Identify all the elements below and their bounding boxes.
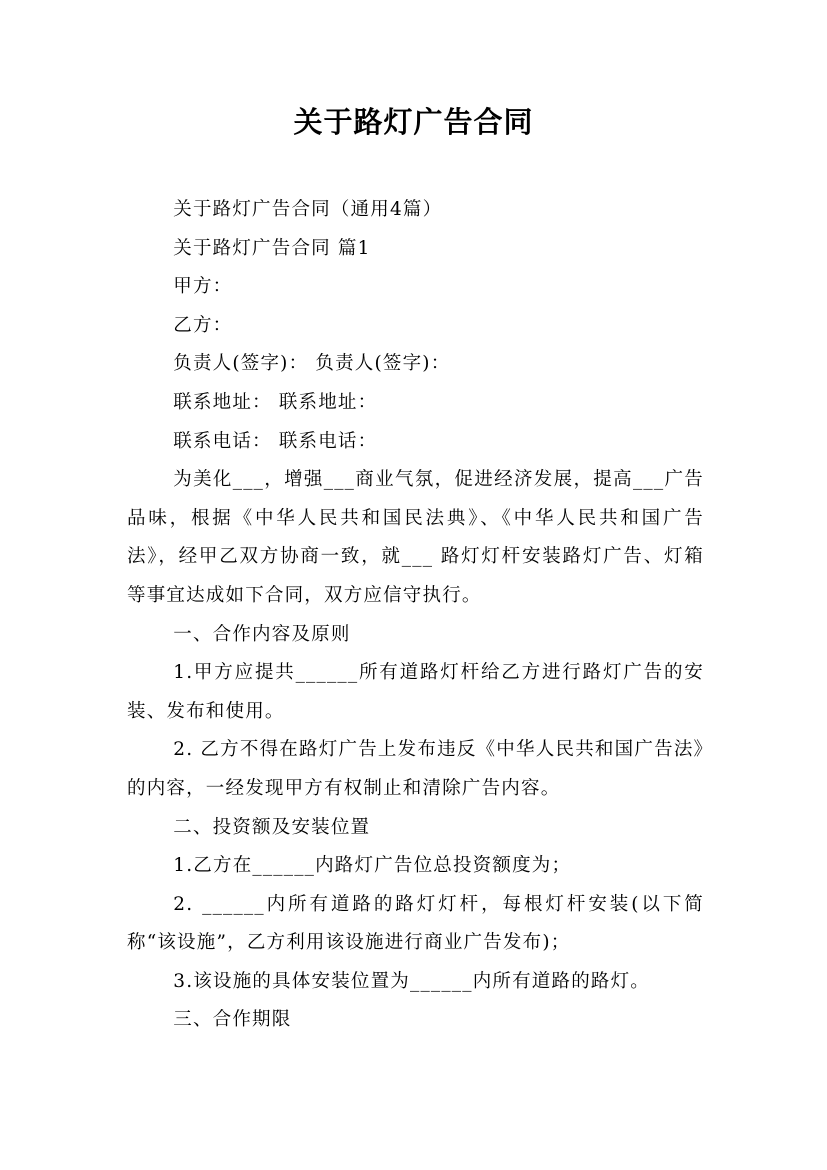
section-heading-1: 一、合作内容及原则 (173, 623, 351, 645)
clause-2-2: 2. ______内所有道路的路灯灯杆，每根灯杆安装(以下简称“该设施”，乙方利用该设施进行商业广告发布)； (127, 893, 704, 954)
clause-2-1: 1.乙方在______内路灯广告位总投资额度为； (173, 855, 572, 877)
paragraph-preamble: 为美化___，增强___商业气氛，促进经济发展，提高___广告品味，根据《中华人民共和国民法典》、《中华人民共和国广告法》，经甲乙双方协商一致，就___ 路灯灯杆安装路灯广告、灯箱等事宜达成如下合同，双方应信守执行。 (127, 469, 704, 606)
paragraph-signatories: 负责人(签字)： 负责人(签字)： (173, 353, 451, 375)
paragraph-party-a: 甲方： (173, 276, 233, 298)
paragraph-party-b: 乙方： (173, 314, 233, 336)
document-title: 关于路灯广告合同 (293, 105, 534, 139)
paragraph-article-heading: 关于路灯广告合同 篇1 (173, 237, 371, 259)
paragraph-phones: 联系电话： 联系电话： (173, 430, 378, 452)
clause-1-1: 1.甲方应提共______所有道路灯杆给乙方进行路灯广告的安装、发布和使用。 (127, 662, 704, 722)
section-heading-3: 三、合作期限 (173, 1009, 292, 1031)
paragraph-subtitle: 关于路灯广告合同（通用4篇） (173, 199, 443, 220)
section-heading-2: 二、投资额及安装位置 (173, 816, 371, 838)
paragraph-addresses: 联系地址： 联系地址： (173, 391, 378, 413)
document-body (127, 191, 704, 1040)
clause-2-3: 3.该设施的具体安装位置为______内所有道路的路灯。 (173, 970, 651, 992)
clause-1-2: 2. 乙方不得在路灯广告上发布违反《中华人民共和国广告法》的内容，一经发现甲方有权制止和清除广告内容。 (127, 739, 704, 799)
